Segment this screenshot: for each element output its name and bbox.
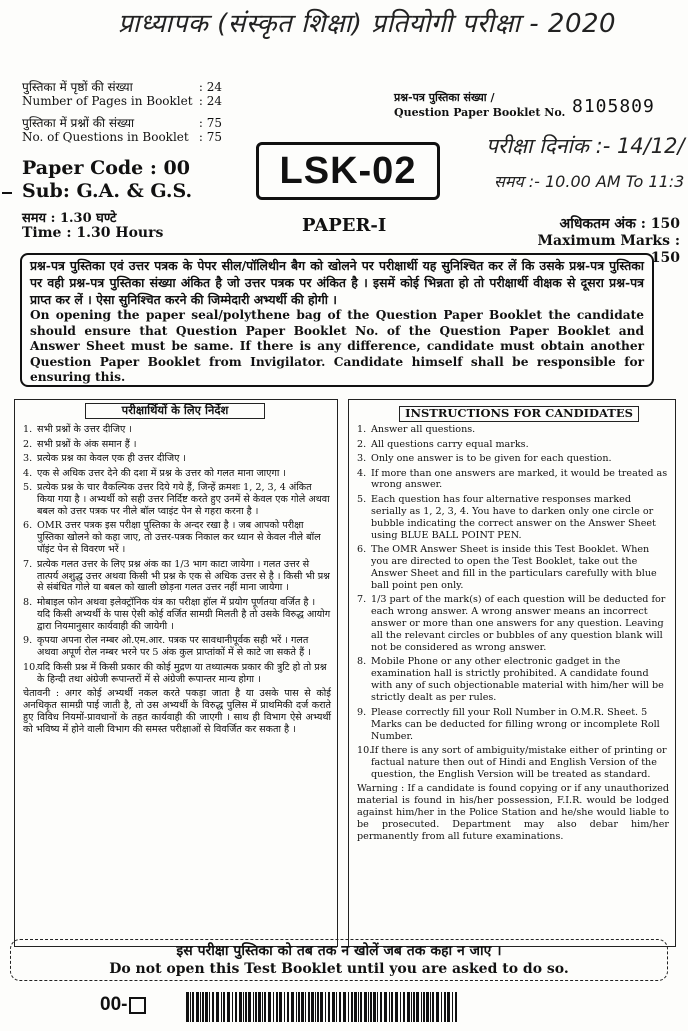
- booklet-number: 8105809: [572, 96, 655, 117]
- english-warning: Warning : If a candidate is found copying or if any unauthorized material is found in his/her possession, F.I.R. would be lodged against him/her in the Police Station and he/she would liable to be prosecuted. Department may also debar him/her permanently from all future examinations.: [357, 783, 669, 842]
- notice-hi: प्रश्न-पत्र पुस्तिका एवं उत्तर पत्रक के पेपर सील/पॉलिथीन बैग को खोलने पर परीक्षार्थी यह सुनिश्चित कर लें कि उसके प्रश्न-पत्र पुस्तिका पर वही प्रश्न-पत्र पुस्तिका संख्या अंकित है जो उत्तर पत्रक पर अंकित है । इसमें कोई भिन्नता हो तो परीक्षार्थी वीक्षक से दूसरा प्रश्न-पत्र प्राप्त कर लें । ऐसा सुनिश्चित करने की जिम्मेदारी अभ्यर्थी की होगी ।: [30, 258, 644, 307]
- english-item-text: Each question has four alternative responses marked serially as 1, 2, 3, 4. You have to darken only one circle or bubble indicating the correct answer on the Answer Sheet using BLUE BALL POINT PEN.: [371, 493, 656, 541]
- hindi-item: [23, 635, 331, 659]
- hindi-item: [23, 439, 331, 451]
- english-item: [357, 439, 669, 451]
- english-item-text: Mobile Phone or any other electronic gadget in the examination hall is strictly prohibited. A candidate found with any of such objectionable material with him/her will be strictly dealt as per rules.: [371, 656, 664, 704]
- english-item-number: 9.: [357, 706, 367, 718]
- hindi-item-number: 7.: [23, 558, 33, 570]
- english-item: [357, 594, 669, 654]
- english-instruction-list: [357, 424, 669, 781]
- english-item-number: 4.: [357, 467, 367, 479]
- hindi-item-number: 3.: [23, 453, 33, 464]
- hindi-item-number: 1.: [23, 424, 33, 435]
- english-item-number: 2.: [357, 438, 367, 450]
- english-item-number: 8.: [357, 656, 367, 668]
- hindi-item: [23, 468, 331, 480]
- hindi-item: [23, 662, 331, 686]
- questions-label-en: No. of Questions in Booklet: [22, 130, 189, 144]
- time-hi: समय : 1.30 घण्टे: [22, 211, 117, 226]
- handwritten-time: समय :- 10.00 AM To 11:3: [494, 172, 685, 191]
- booklet-no-label: प्रश्न-पत्र पुस्तिका संख्या / Question Paper Booklet No.: [394, 91, 566, 119]
- english-item-text: If more than one answers are marked, it would be treated as wrong answer.: [371, 467, 668, 491]
- english-heading: INSTRUCTIONS FOR CANDIDATES: [399, 406, 639, 422]
- hindi-item-text: प्रत्येक प्रश्न के चार वैकल्पिक उत्तर दिये गये हैं, जिन्हें क्रमशः 1, 2, 3, 4 अंकित किया गया है । अभ्यर्थी को सही उत्तर निर्दिष्ट करते हुए उनमें से केवल एक गोले अथवा बबल को उत्तर पत्रक पर नीले बॉल प्वाइंट पेन से गहरा करना है ।: [37, 482, 330, 517]
- max-marks: अधिकतम अंक : 150 Maximum Marks : 150: [537, 216, 680, 266]
- time-en: Time : 1.30 Hours: [22, 225, 164, 241]
- english-item: [357, 494, 669, 542]
- english-item: [357, 544, 669, 592]
- hindi-item: [23, 424, 331, 436]
- paper-code-big: LSK-02: [279, 149, 417, 192]
- series-code: 00-: [100, 994, 146, 1016]
- handwritten-date: परीक्षा दिनांक :- 14/12/: [486, 134, 685, 158]
- hindi-item-text: मोबाइल फोन अथवा इलेक्ट्रॉनिक यंत्र का परीक्षा हॉल में प्रयोग पूर्णतया वर्जित है । यदि किसी अभ्यर्थी के पास ऐसी कोई वर्जित सामग्री मिलती है तो उसके विरुद्ध आयोग द्वारा नियमानुसार कार्यवाही की जायेगी ।: [37, 596, 331, 632]
- english-item-text: If there is any sort of ambiguity/mistake either of printing or factual nature then out of Hindi and English Version of the question, the English Version will be treated as standard.: [371, 745, 667, 780]
- code-box: [256, 142, 440, 200]
- pages-block: पुस्तिका में पृष्ठों की संख्या : 24 Number of Pages in Booklet : 24 पुस्तिका में प्रश्नों की संख्या : 75 No. of Questions in Booklet : 75: [22, 80, 222, 144]
- hindi-item: [23, 559, 331, 595]
- hindi-item-text: प्रत्येक प्रश्न का केवल एक ही उत्तर दीजिए ।: [37, 453, 187, 464]
- hindi-item-number: 6.: [23, 520, 33, 532]
- paper-label: PAPER-I: [302, 215, 387, 236]
- hindi-item-number: 10.: [23, 661, 39, 673]
- hindi-item-number: 8.: [23, 596, 33, 608]
- do-not-open-en: Do not open this Test Booklet until you are asked to do so.: [109, 961, 569, 977]
- hindi-item-number: 9.: [23, 635, 33, 647]
- english-item: [357, 468, 669, 492]
- hindi-item: [23, 453, 331, 465]
- pages-label-en: Number of Pages in Booklet: [22, 94, 193, 108]
- hindi-heading: परीक्षार्थियों के लिए निर्देश: [85, 403, 265, 419]
- english-item-number: 3.: [357, 453, 367, 464]
- english-item-number: 1.: [357, 424, 367, 435]
- hindi-item-text: यदि किसी प्रश्न में किसी प्रकार की कोई मुद्रण या तथ्यात्मक प्रकार की त्रुटि हो तो प्रश्न के हिन्दी तथा अंग्रेजी रूपान्तरों में से अंग्रेजी रूपान्तर मान्य होगा ।: [37, 661, 327, 685]
- english-item-text: The OMR Answer Sheet is inside this Test Booklet. When you are directed to open the Test Booklet, take out the Answer Sheet and fill in the particulars carefully with blue ball point pen only.: [371, 544, 657, 591]
- hindi-warning: चेतावनी : अगर कोई अभ्यर्थी नकल करते पकड़ा जाता है या उसके पास से कोई अनधिकृत सामग्री पाई जाती है, तो उस अभ्यर्थी के विरुद्ध पुलिस में प्राथमिकी दर्ज कराते हुए विविध नियमों-प्रावधानों के तहत कार्यवाही की जाएगी । साथ ही विभाग ऐसे अभ्यर्थी को भविष्य में होने वाली विभाग की समस्त परीक्षाओं से विवर्जित कर सकता है ।: [23, 688, 331, 735]
- hindi-item-text: एक से अधिक उत्तर देने की दशा में प्रश्न के उत्तर को गलत माना जाएगा ।: [37, 467, 287, 479]
- english-instructions: [348, 399, 676, 947]
- pages-value: : 24: [198, 80, 222, 94]
- questions-label-hi: पुस्तिका में प्रश्नों की संख्या: [22, 116, 135, 130]
- hindi-item-number: 5.: [23, 482, 33, 493]
- english-item: [357, 424, 669, 436]
- subject: Sub: G.A. & G.S.: [22, 180, 193, 202]
- notice-box: [20, 253, 654, 387]
- questions-value: : 75: [198, 116, 222, 130]
- english-item: [357, 656, 669, 704]
- hindi-item-text: सभी प्रश्नों के उत्तर दीजिए ।: [37, 424, 132, 435]
- hindi-item-number: 2.: [23, 438, 33, 450]
- barcode: [186, 992, 462, 1022]
- english-item: [357, 453, 669, 465]
- hindi-item-text: कृपया अपना रोल नम्बर ओ.एम.आर. पत्रक पर सावधानीपूर्वक सही भरें । गलत अथवा अपूर्ण रोल नम्बर भरने पर 5 अंक कुल प्राप्तांकों में से काटे जा सकते हैं ।: [37, 635, 311, 659]
- english-item-text: Only one answer is to be given for each question.: [371, 453, 612, 464]
- hindi-instruction-list: [23, 424, 331, 685]
- english-item-number: 5.: [357, 493, 367, 505]
- paper-code: Paper Code : 00: [22, 157, 190, 179]
- english-item-text: Please correctly fill your Roll Number in O.M.R. Sheet. 5 Marks can be deducted for filling wrong or incomplete Roll Number.: [371, 706, 660, 742]
- hindi-item-text: प्रत्येक गलत उत्तर के लिए प्रश्न अंक का 1/3 भाग काटा जायेगा । गलत उत्तर से तात्पर्य अशुद्ध उत्तर अथवा किसी भी प्रश्न के एक से अधिक उत्तर से है । किसी भी प्रश्न से संबंधित गोले या बबल को खाली छोड़ना गलत उत्तर नहीं माना जायेगा ।: [37, 558, 330, 594]
- do-not-open-box: [10, 939, 668, 981]
- english-item-text: All questions carry equal marks.: [371, 438, 529, 450]
- handwritten-title: प्राध्यापक (संस्कृत शिक्षा) प्रतियोगी परीक्षा - 2020: [118, 9, 617, 39]
- english-item: [357, 745, 669, 781]
- series-box-icon: [129, 997, 146, 1014]
- do-not-open-hi: इस परीक्षा पुस्तिका को तब तक न खोलें जब तक कहा न जाए ।: [176, 943, 502, 959]
- hindi-item: [23, 520, 331, 556]
- hindi-item: [23, 597, 331, 633]
- hindi-item-number: 4.: [23, 467, 33, 479]
- hindi-instructions: [14, 399, 338, 947]
- english-item: [357, 707, 669, 743]
- hindi-item-text: OMR उत्तर पत्रक इस परीक्षा पुस्तिका के अन्दर रखा है । जब आपको परीक्षा पुस्तिका खोलने को कहा जाए, तो उत्तर-पत्रक निकाल कर ध्यान से केवल नीले बॉल पॉइंट पेन से विवरण भरें ।: [37, 520, 321, 556]
- english-item-text: 1/3 part of the mark(s) of each question will be deducted for each wrong answer. A wrong answer means an incorrect answer or more than one answers for any question. Leaving all the relevant circles or bubbles of any question blank will not be considered as wrong answer.: [371, 594, 666, 653]
- hindi-item: [23, 482, 331, 518]
- english-item-number: 10.: [357, 745, 373, 756]
- english-item-text: Answer all questions.: [371, 424, 476, 435]
- pages-label-hi: पुस्तिका में पृष्ठों की संख्या: [22, 80, 133, 94]
- english-item-number: 6.: [357, 544, 367, 556]
- hindi-item-text: सभी प्रश्नों के अंक समान हैं ।: [37, 438, 137, 450]
- english-item-number: 7.: [357, 594, 367, 606]
- side-mark: [2, 192, 12, 194]
- notice-en: On opening the paper seal/polythene bag of the Question Paper Booklet the candidate should ensure that Question Paper Booklet No. of the Question Paper Booklet and Answer Sheet must be same. If there is any difference, candidate must obtain another Question Paper Booklet from Invigilator. Candidate himself shall be responsible for ensuring this.: [30, 308, 644, 384]
